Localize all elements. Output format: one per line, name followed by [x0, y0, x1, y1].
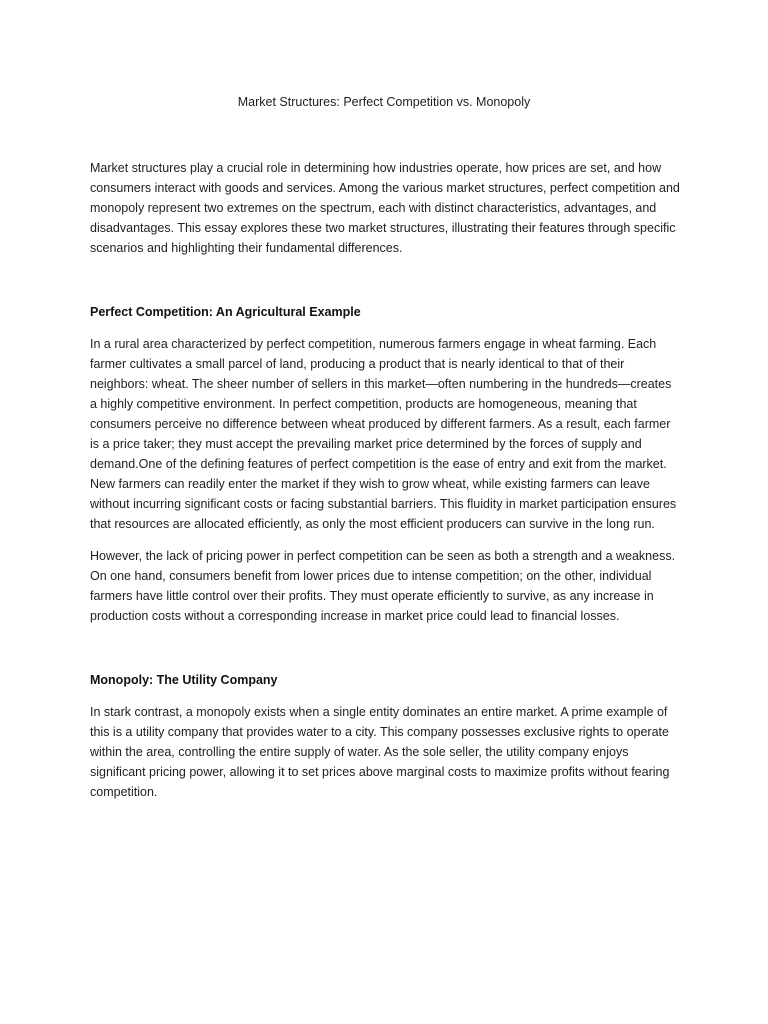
- section-paragraph: In a rural area characterized by perfect competition, numerous farmers engage in wheat farming. Each farmer cultivates a small parcel of land, producing a product that is nearly identical to that of their neighbors: wheat. The sheer number of sellers in this market—often numbering in the hundreds—creates a highly competitive environment. In perfect competition, products are homogeneous, meaning that consumers perceive no difference between wheat produced by different farmers. As a result, each farmer is a price taker; they must accept the prevailing market price determined by the forces of supply and demand.One of the defining features of perfect competition is the ease of entry and exit from the market. New farmers can readily enter the market if they wish to grow wheat, while existing farmers can leave without incurring significant costs or facing substantial barriers. This fluidity in market participation ensures that resources are allocated efficiently, as only the most efficient producers can survive in the long run.: [90, 337, 677, 531]
- document-body: [90, 158, 680, 802]
- section-paragraph: However, the lack of pricing power in perfect competition can be seen as both a strength and a weakness. On one hand, consumers benefit from lower prices due to intense competition; on the other, individual farmers have little control over their profits. They must operate efficiently to survive, as any increase in production costs without a corresponding increase in market price could lead to financial losses.: [90, 549, 676, 623]
- document-title: Market Structures: Perfect Competition vs. Monopoly: [237, 95, 531, 109]
- section-paragraph: In stark contrast, a monopoly exists when a single entity dominates an entire market. A prime example of this is a utility company that provides water to a city. This company possesses exclusive rights to operate within the area, controlling the entire supply of water. As the sole seller, the utility company enjoys significant pricing power, allowing it to set prices above marginal costs to maximize profits without fearing competition.: [90, 705, 670, 799]
- section-heading-monopoly: Monopoly: The Utility Company: [90, 673, 278, 687]
- section-heading-perfect-competition: Perfect Competition: An Agricultural Example: [90, 305, 361, 319]
- intro-paragraph: Market structures play a crucial role in determining how industries operate, how prices are set, and how consumers interact with goods and services. Among the various market structures, perfect competition and monopoly represent two extremes on the spectrum, each with distinct characteristics, advantages, and disadvantages. This essay explores these two market structures, illustrating their features through specific scenarios and highlighting their fundamental differences.: [90, 161, 680, 255]
